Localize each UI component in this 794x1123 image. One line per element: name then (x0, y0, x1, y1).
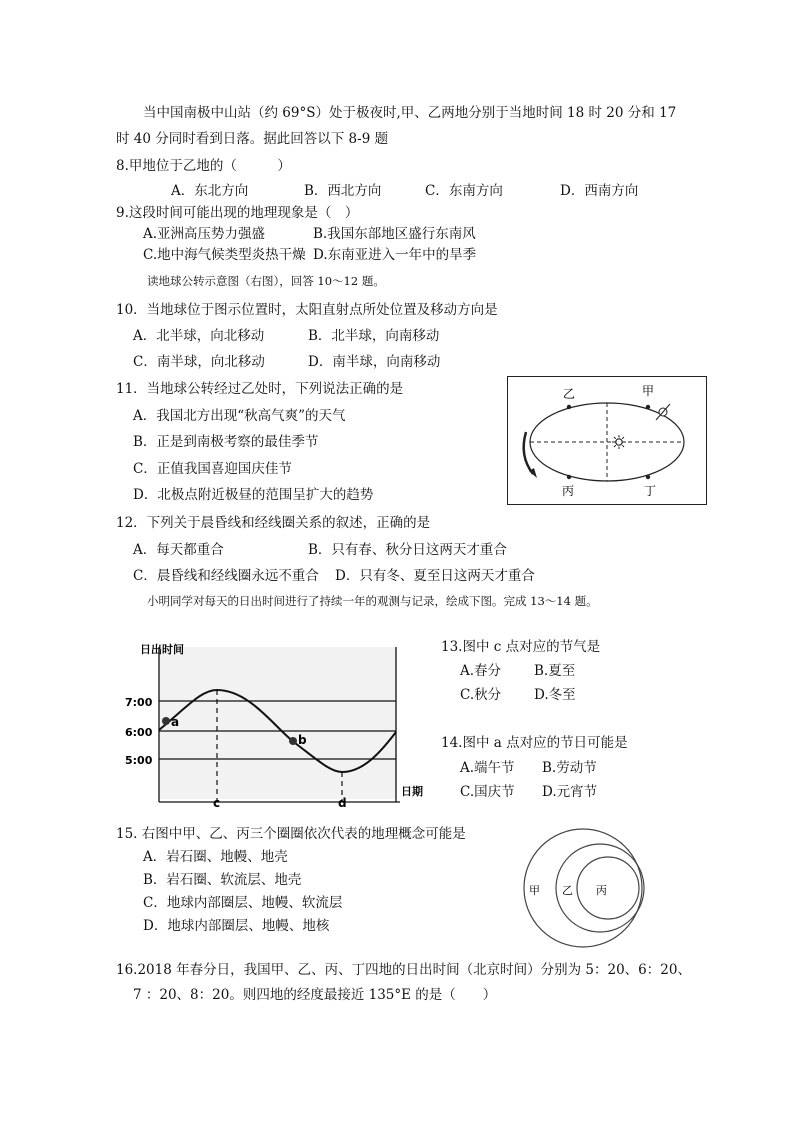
q14-option-b[interactable]: B.劳动节 (542, 760, 597, 776)
q11-option-b[interactable]: B．正是到南极考察的最佳季节 (133, 434, 319, 450)
q14-option-d[interactable]: D.元宵节 (542, 784, 598, 800)
orbit-label-yi: 乙 (563, 387, 576, 401)
ytick-500: 5:00 (125, 754, 153, 767)
earth-orbit-diagram (507, 376, 707, 506)
orbit-label-jia: 甲 (642, 384, 655, 398)
q12-stem: 12．下列关于晨昏线和经线圈关系的叙述，正确的是 (116, 515, 431, 531)
q11-option-a[interactable]: A．我国北方出现“秋高气爽”的天气 (133, 408, 346, 424)
q13-option-d[interactable]: D.冬至 (534, 687, 576, 703)
q15-option-a[interactable]: A．岩石圈、地幔、地壳 (143, 849, 288, 865)
q15-option-c[interactable]: C．地球内部圈层、地幔、软流层 (143, 895, 343, 911)
circle-label-yi: 乙 (562, 884, 573, 897)
q9-option-b[interactable]: B.我国东部地区盛行东南风 (313, 226, 476, 242)
q10-stem: 10．当地球位于图示位置时，太阳直射点所处位置及移动方向是 (116, 302, 498, 318)
orbit-label-bing: 丙 (562, 484, 575, 498)
q11-option-c[interactable]: C．正值我国喜迎国庆佳节 (133, 461, 292, 477)
chart-xlabel: 日期 (401, 785, 423, 798)
q9-option-d[interactable]: D.东南亚进入一年中的旱季 (313, 247, 477, 263)
ytick-700: 7:00 (125, 696, 153, 709)
point-a (162, 717, 170, 725)
q8-option-a[interactable]: A．东北方向 (171, 183, 249, 199)
orbit-label-ding: 丁 (644, 484, 657, 498)
orbit-reading-instruction: 读地球公转示意图（右图），回答 10～12 题。 (147, 274, 385, 288)
q12-option-b[interactable]: B．只有春、秋分日这两天才重合 (308, 542, 507, 558)
circle-label-jia: 甲 (529, 884, 540, 897)
q16-line-1: 16.2018 年春分日，我国甲、乙、丙、丁四地的日出时间（北京时间）分别为 5：20、6：20、 (116, 962, 691, 978)
q13-option-c[interactable]: C.秋分 (460, 687, 502, 703)
q12-option-d[interactable]: D．只有冬、夏至日这两天才重合 (335, 568, 535, 584)
q10-option-a[interactable]: A．北半球，向北移动 (133, 328, 265, 344)
q10-option-b[interactable]: B．北半球，向南移动 (308, 328, 440, 344)
orbit-point-jia (646, 405, 650, 409)
q9-option-c[interactable]: C.地中海气候类型炎热干燥 (143, 247, 306, 263)
q13-option-b[interactable]: B.夏至 (534, 663, 576, 679)
q10-option-c[interactable]: C．南半球，向北移动 (133, 354, 265, 370)
point-a-label: a (171, 715, 180, 729)
point-d-label: d (338, 796, 347, 810)
circle-label-bing: 丙 (596, 884, 607, 897)
q11-stem: 11．当地球公转经过乙处时，下列说法正确的是 (116, 381, 404, 397)
q9-option-a[interactable]: A.亚洲高压势力强盛 (143, 226, 266, 242)
point-c-label: c (213, 796, 221, 810)
ytick-600: 6:00 (125, 726, 153, 739)
orbit-point-bing (567, 475, 571, 479)
q14-stem: 14.图中 a 点对应的节日可能是 (441, 735, 628, 751)
orbit-point-yi (567, 405, 571, 409)
chart-reading-instruction: 小明同学对每天的日出时间进行了持续一年的观测与记录，绘成下图。完成 13～14 题。 (147, 594, 598, 608)
q8-option-c[interactable]: C．东南方向 (425, 183, 503, 199)
q13-stem: 13.图中 c 点对应的节气是 (441, 639, 601, 655)
q15-stem: 15. 右图中甲、乙、丙三个圈圈依次代表的地理概念可能是 (116, 826, 466, 842)
q11-option-d[interactable]: D．北极点附近极昼的范围呈扩大的趋势 (133, 487, 374, 503)
q8-option-d[interactable]: D．西南方向 (560, 183, 639, 199)
point-b-label: b (298, 733, 307, 747)
q15-option-b[interactable]: B．岩石圈、软流层、地壳 (143, 872, 302, 888)
q15-option-d[interactable]: D．地球内部圈层、地幔、地核 (143, 918, 330, 934)
intro-line-1: 当中国南极中山站（约 69°S）处于极夜时,甲、乙两地分别于当地时间 18 时 20 分和 17 (143, 105, 677, 121)
q16-line-2: 7 ：20、8：20。则四地的经度最接近 135°E 的是（ ） (133, 987, 497, 1003)
q14-option-a[interactable]: A.端午节 (460, 760, 515, 776)
orbit-point-ding (646, 475, 650, 479)
q8-stem: 8.甲地位于乙地的（ ） (116, 158, 291, 174)
intro-line-2: 时 40 分同时看到日落。据此回答以下 8-9 题 (116, 131, 389, 147)
sun-icon (612, 435, 626, 449)
q12-option-c[interactable]: C．晨昏线和经线圈永远不重合 (133, 568, 319, 584)
q10-option-d[interactable]: D．南半球，向南移动 (308, 354, 441, 370)
chart-ylabel: 日出时间 (140, 643, 184, 656)
q9-stem: 9.这段时间可能出现的地理现象是（ ） (116, 205, 359, 221)
point-b (289, 737, 297, 745)
q13-option-a[interactable]: A.春分 (460, 663, 502, 679)
q12-option-a[interactable]: A．每天都重合 (133, 542, 224, 558)
q8-option-b[interactable]: B．西北方向 (304, 183, 382, 199)
nested-circles-diagram (518, 826, 658, 950)
sunrise-time-chart (125, 633, 425, 808)
q14-option-c[interactable]: C.国庆节 (460, 784, 515, 800)
